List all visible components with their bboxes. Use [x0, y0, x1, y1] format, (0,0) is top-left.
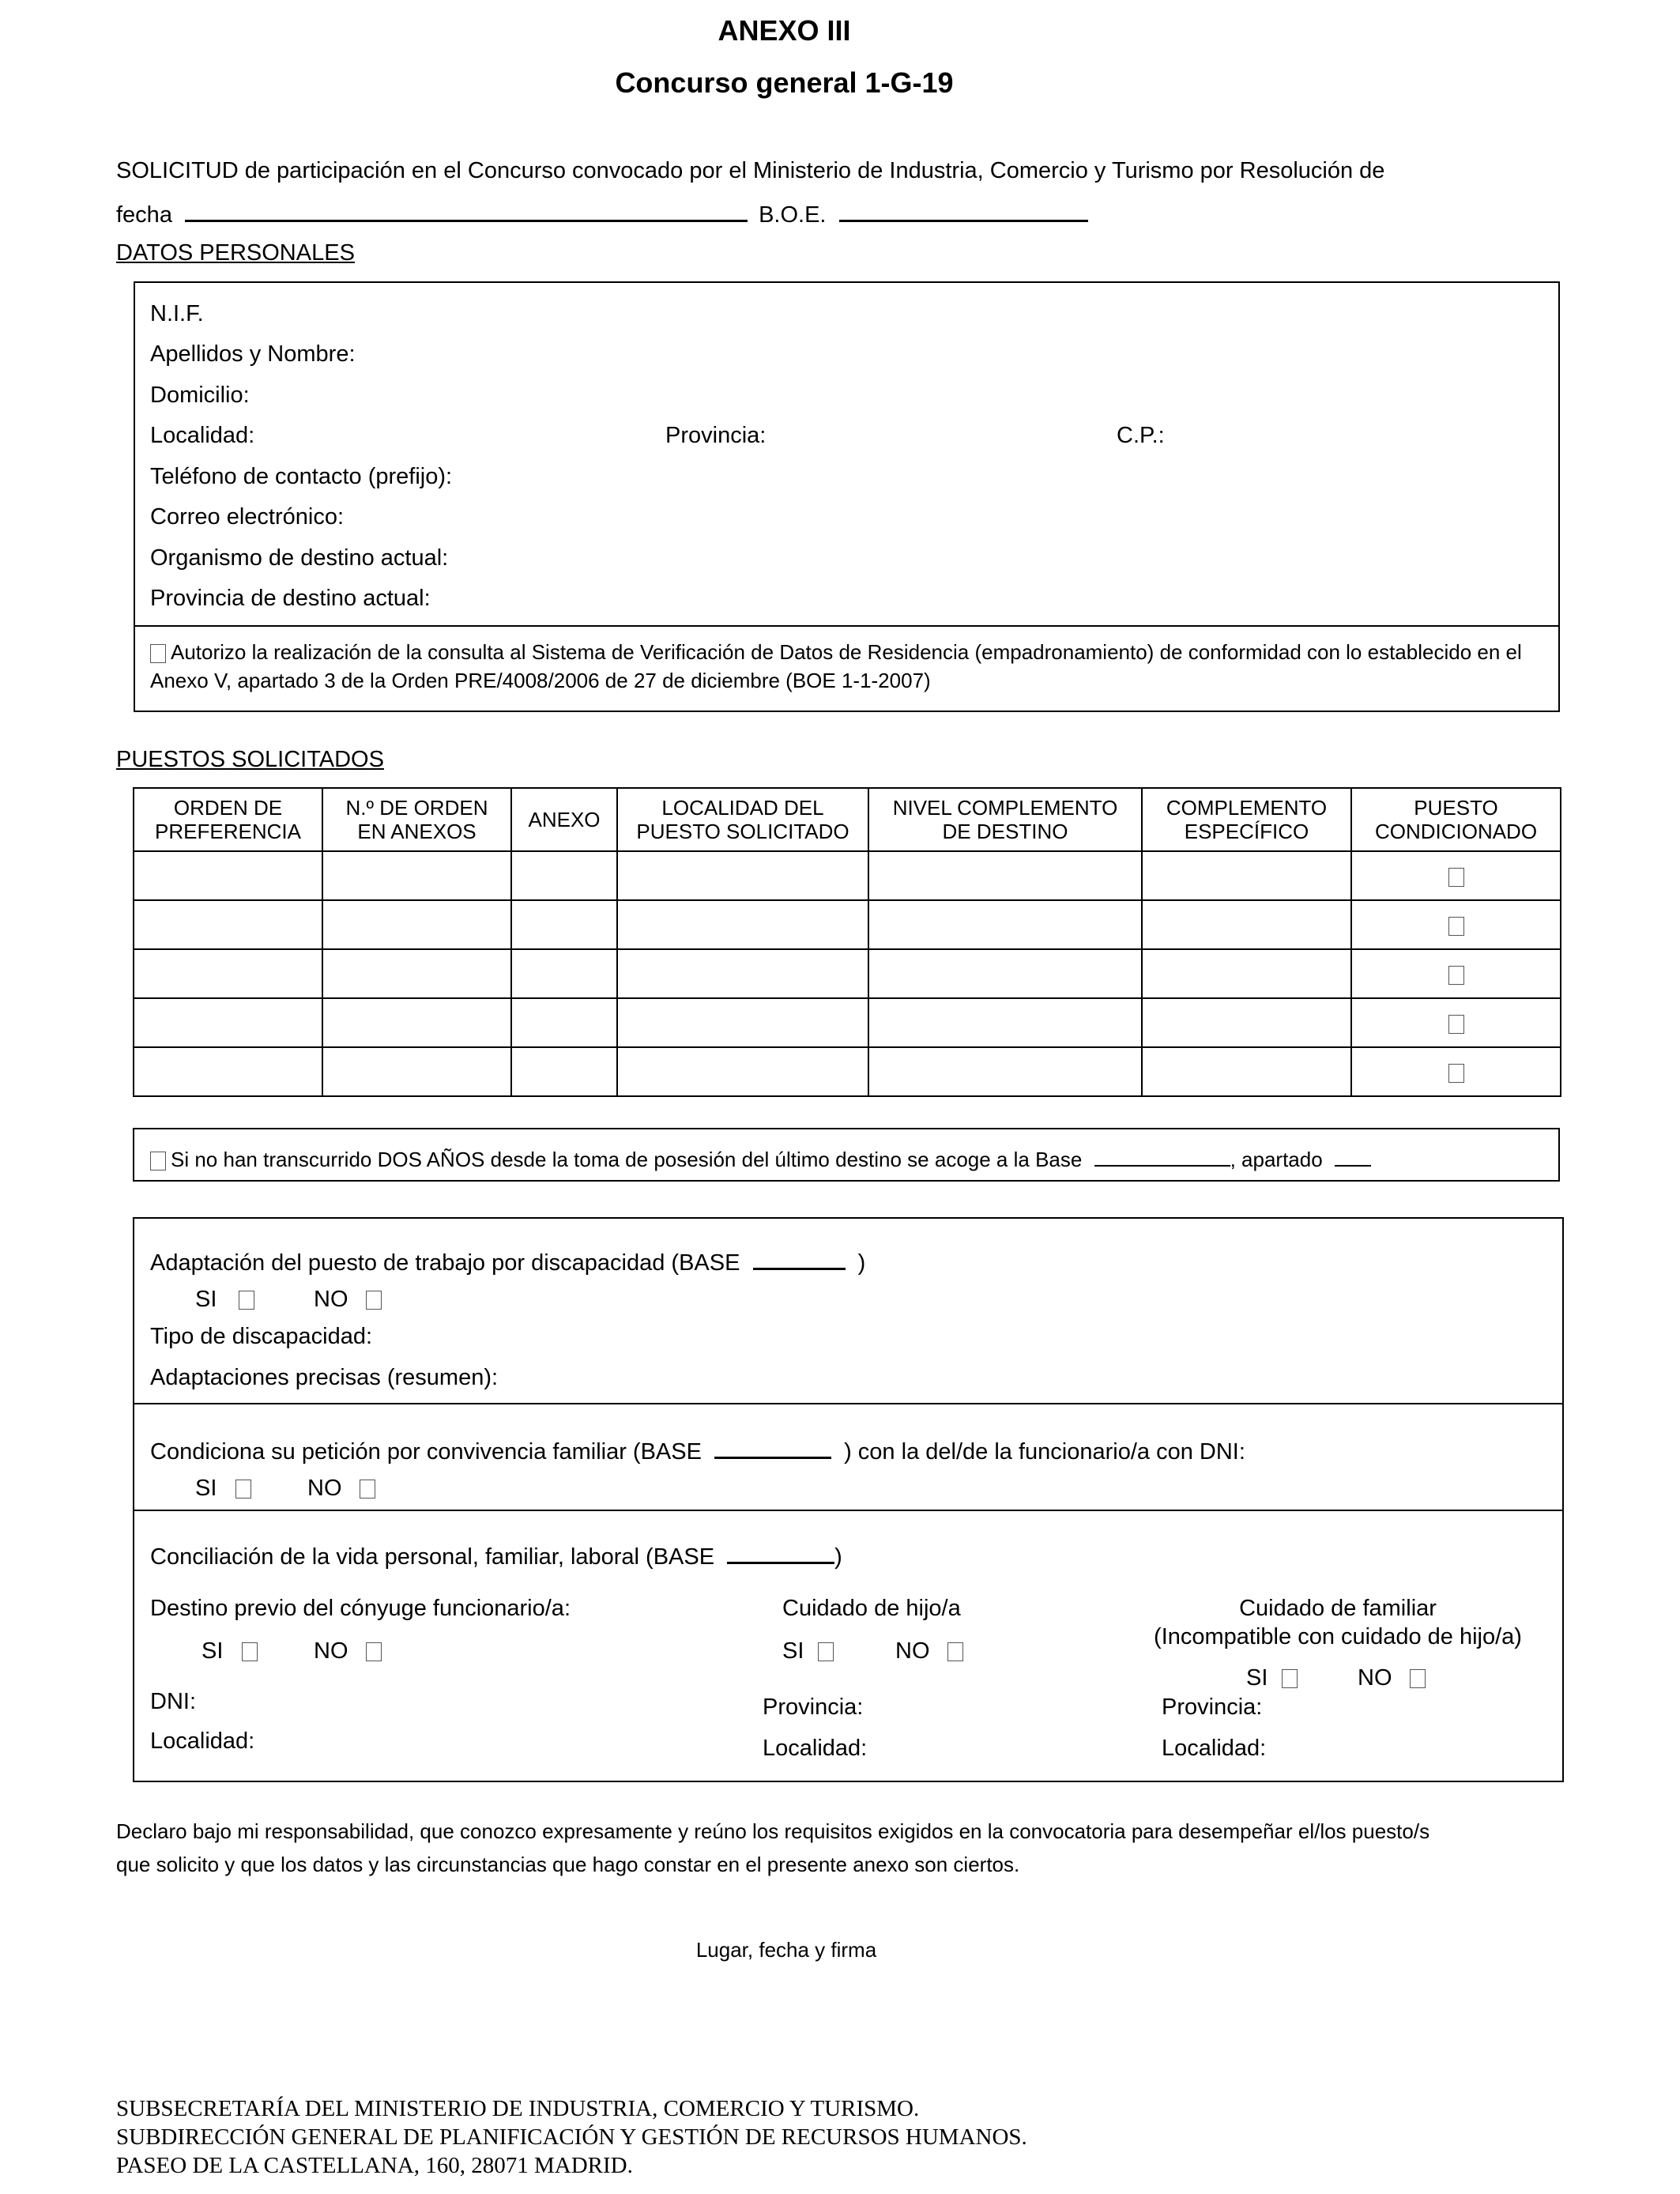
cell-input[interactable]: [1142, 949, 1351, 998]
boe-field[interactable]: [839, 199, 1088, 222]
cell-condicionado: [1351, 900, 1561, 949]
cell-input[interactable]: [322, 900, 511, 949]
autorizo-text-line2: Anexo V, apartado 3 de la Orden PRE/4008/2006 de 27 de diciembre (BOE 1-1-2007): [150, 669, 931, 692]
boe-label: B.O.E.: [759, 202, 827, 228]
conciliacion-close: ): [834, 1544, 842, 1570]
cell-input[interactable]: [322, 1047, 511, 1096]
familiar-no: NO: [1358, 1665, 1426, 1691]
condicionado-checkbox[interactable]: [1448, 1015, 1464, 1034]
datos-personales-heading: DATOS PERSONALES: [116, 240, 355, 266]
provincia-label: Provincia:: [665, 423, 767, 448]
dos-anos-checkbox[interactable]: [150, 1152, 166, 1171]
familiar-provincia-label: Provincia:: [1162, 1695, 1263, 1720]
cell-input[interactable]: [1142, 1047, 1351, 1096]
cell-input[interactable]: [322, 998, 511, 1047]
localidad-label: Localidad:: [150, 423, 255, 448]
puestos-heading: PUESTOS SOLICITADOS: [116, 747, 384, 772]
adaptacion-base-field[interactable]: [753, 1247, 846, 1270]
cell-input[interactable]: [134, 851, 322, 900]
conciliacion-label: Conciliación de la vida personal, familiar, laboral (BASE: [150, 1544, 715, 1570]
convivencia-no: NO: [307, 1476, 375, 1502]
adaptacion-close: ): [857, 1250, 866, 1276]
hijo-no: NO: [895, 1638, 963, 1664]
condicionado-checkbox[interactable]: [1448, 868, 1464, 887]
col-localidad: LOCALIDAD DEL PUESTO SOLICITADO: [617, 788, 868, 851]
conciliacion-base-field[interactable]: [727, 1541, 834, 1564]
cp-label: C.P.:: [1117, 423, 1165, 448]
declaracion-line1: Declaro bajo mi responsabilidad, que conozco expresamente y reúno los requisitos exigidos en la convocatoria para desempeñar el/los puesto/s: [116, 1819, 1430, 1843]
cell-input[interactable]: [322, 851, 511, 900]
dos-anos-row: [150, 1148, 1371, 1172]
cell-condicionado: [1351, 998, 1561, 1047]
convivencia-no-checkbox[interactable]: [360, 1480, 375, 1498]
destino-previo-label: Destino previo del cónyuge funcionario/a:: [150, 1596, 571, 1621]
cuidado-familiar-label: Cuidado de familiar: [1239, 1596, 1437, 1621]
tipo-discapacidad-label: Tipo de discapacidad:: [150, 1324, 373, 1349]
declaracion-line2: que solicito y que los datos y las circunstancias que hago constar en el presente anexo son ciertos.: [116, 1853, 1020, 1876]
puestos-header-row: [134, 788, 1561, 851]
hijo-provincia-label: Provincia:: [763, 1695, 864, 1720]
col-numero-orden: N.º DE ORDEN EN ANEXOS: [322, 788, 511, 851]
hijo-no-checkbox[interactable]: [947, 1642, 963, 1661]
base-field[interactable]: [1094, 1148, 1230, 1167]
cell-condicionado: [1351, 851, 1561, 900]
telefono-label: Teléfono de contacto (prefijo):: [150, 464, 453, 489]
cell-input[interactable]: [134, 1047, 322, 1096]
cell-input[interactable]: [134, 900, 322, 949]
cell-input[interactable]: [617, 949, 868, 998]
cell-condicionado: [1351, 949, 1561, 998]
adaptaciones-label: Adaptaciones precisas (resumen):: [150, 1365, 499, 1390]
condicionado-checkbox[interactable]: [1448, 966, 1464, 985]
cell-input[interactable]: [1142, 851, 1351, 900]
familiar-no-checkbox[interactable]: [1410, 1669, 1426, 1688]
contest-title: Concurso general 1-G-19: [615, 66, 954, 99]
fecha-row: [116, 199, 1088, 228]
convivencia-si-checkbox[interactable]: [235, 1480, 251, 1498]
provincia-destino-label: Provincia de destino actual:: [150, 586, 431, 611]
divider: [134, 625, 1560, 627]
cell-input[interactable]: [511, 851, 617, 900]
convivencia-si: SI: [195, 1476, 251, 1502]
nif-label: N.I.F.: [150, 301, 204, 326]
footer-line2: SUBDIRECCIÓN GENERAL DE PLANIFICACIÓN Y GESTIÓN DE RECURSOS HUMANOS.: [116, 2124, 1027, 2150]
adaptacion-row: [150, 1247, 865, 1276]
divider: [133, 1403, 1564, 1404]
cell-input[interactable]: [511, 900, 617, 949]
autorizo-text: Autorizo la realización de la consulta al Sistema de Verificación de Datos de Residencia (empadronamiento) de conformidad con lo establecido en el: [171, 640, 1522, 664]
adaptacion-si: SI: [195, 1287, 254, 1313]
incompatible-label: (Incompatible con cuidado de hijo/a): [1154, 1624, 1522, 1649]
conyuge-si-checkbox[interactable]: [242, 1642, 258, 1661]
condicionado-checkbox[interactable]: [1448, 1064, 1464, 1083]
fecha-field[interactable]: [185, 199, 748, 222]
convivencia-label: Condiciona su petición por convivencia familiar (BASE: [150, 1439, 702, 1465]
cell-input[interactable]: [511, 998, 617, 1047]
autorizo-checkbox[interactable]: [150, 644, 166, 663]
cell-input[interactable]: [1142, 900, 1351, 949]
cell-input[interactable]: [868, 998, 1142, 1047]
cell-input[interactable]: [868, 900, 1142, 949]
intro-line: SOLICITUD de participación en el Concurso convocado por el Ministerio de Industria, Comercio y Turismo por Resolución de: [116, 158, 1385, 183]
domicilio-label: Domicilio:: [150, 383, 250, 408]
col-anexo: ANEXO: [511, 788, 617, 851]
table-row: [134, 851, 1561, 900]
cell-input[interactable]: [322, 949, 511, 998]
col-puesto-condicionado: PUESTO CONDICIONADO: [1351, 788, 1561, 851]
hijo-si-checkbox[interactable]: [818, 1642, 834, 1661]
cell-input[interactable]: [868, 1047, 1142, 1096]
col-complemento-especifico: COMPLEMENTO ESPECÍFICO: [1142, 788, 1351, 851]
cell-condicionado: [1351, 1047, 1561, 1096]
table-row: [134, 998, 1561, 1047]
divider: [133, 1510, 1564, 1511]
footer-line3: PASEO DE LA CASTELLANA, 160, 28071 MADRID.: [116, 2153, 633, 2178]
convivencia-base-field[interactable]: [714, 1436, 831, 1459]
apartado-label: , apartado: [1230, 1148, 1323, 1171]
hijo-si: SI: [782, 1638, 834, 1664]
fecha-label: fecha: [116, 202, 172, 228]
conyuge-no-checkbox[interactable]: [366, 1642, 382, 1661]
conyuge-si: SI: [202, 1638, 258, 1664]
adaptacion-label: Adaptación del puesto de trabajo por discapacidad (BASE: [150, 1250, 740, 1276]
convivencia-close: ) con la del/de la funcionario/a con DNI:: [844, 1439, 1245, 1465]
dos-anos-text: Si no han transcurrido DOS AÑOS desde la toma de posesión del último destino se acoge a la Base: [171, 1148, 1083, 1171]
cell-input[interactable]: [1142, 998, 1351, 1047]
familiar-si-checkbox[interactable]: [1282, 1669, 1298, 1688]
footer-line1: SUBSECRETARÍA DEL MINISTERIO DE INDUSTRIA, COMERCIO Y TURISMO.: [116, 2096, 920, 2121]
familiar-si: SI: [1246, 1665, 1298, 1691]
cell-input[interactable]: [617, 900, 868, 949]
familiar-localidad-label: Localidad:: [1162, 1736, 1267, 1761]
cell-input[interactable]: [511, 1047, 617, 1096]
conciliacion-row: [150, 1541, 842, 1570]
autorizo-row: [150, 640, 1522, 665]
conyuge-localidad-label: Localidad:: [150, 1728, 255, 1754]
puestos-table: [133, 787, 1561, 1097]
convivencia-row: [150, 1436, 1245, 1465]
firma-label: Lugar, fecha y firma: [695, 1938, 877, 1962]
table-row: [134, 900, 1561, 949]
condicionado-checkbox[interactable]: [1448, 917, 1464, 936]
conyuge-no: NO: [314, 1638, 382, 1664]
cell-input[interactable]: [868, 949, 1142, 998]
correo-label: Correo electrónico:: [150, 504, 344, 530]
apartado-field[interactable]: [1335, 1148, 1371, 1167]
hijo-localidad-label: Localidad:: [763, 1736, 868, 1761]
apellidos-label: Apellidos y Nombre:: [150, 341, 356, 367]
col-orden-preferencia: ORDEN DE PREFERENCIA: [134, 788, 322, 851]
cell-input[interactable]: [511, 949, 617, 998]
adaptacion-no-checkbox[interactable]: [366, 1291, 382, 1310]
adaptacion-no: NO: [314, 1287, 382, 1313]
cell-input[interactable]: [617, 851, 868, 900]
cell-input[interactable]: [617, 998, 868, 1047]
cell-input[interactable]: [134, 949, 322, 998]
dni-label: DNI:: [150, 1689, 196, 1714]
cell-input[interactable]: [134, 998, 322, 1047]
cell-input[interactable]: [617, 1047, 868, 1096]
table-row: [134, 949, 1561, 998]
organismo-label: Organismo de destino actual:: [150, 545, 449, 571]
table-row: [134, 1047, 1561, 1096]
annex-title: ANEXO III: [718, 14, 851, 47]
cuidado-hijo-label: Cuidado de hijo/a: [782, 1596, 961, 1621]
cell-input[interactable]: [868, 851, 1142, 900]
adaptacion-si-checkbox[interactable]: [239, 1291, 254, 1310]
col-nivel-complemento: NIVEL COMPLEMENTO DE DESTINO: [868, 788, 1142, 851]
